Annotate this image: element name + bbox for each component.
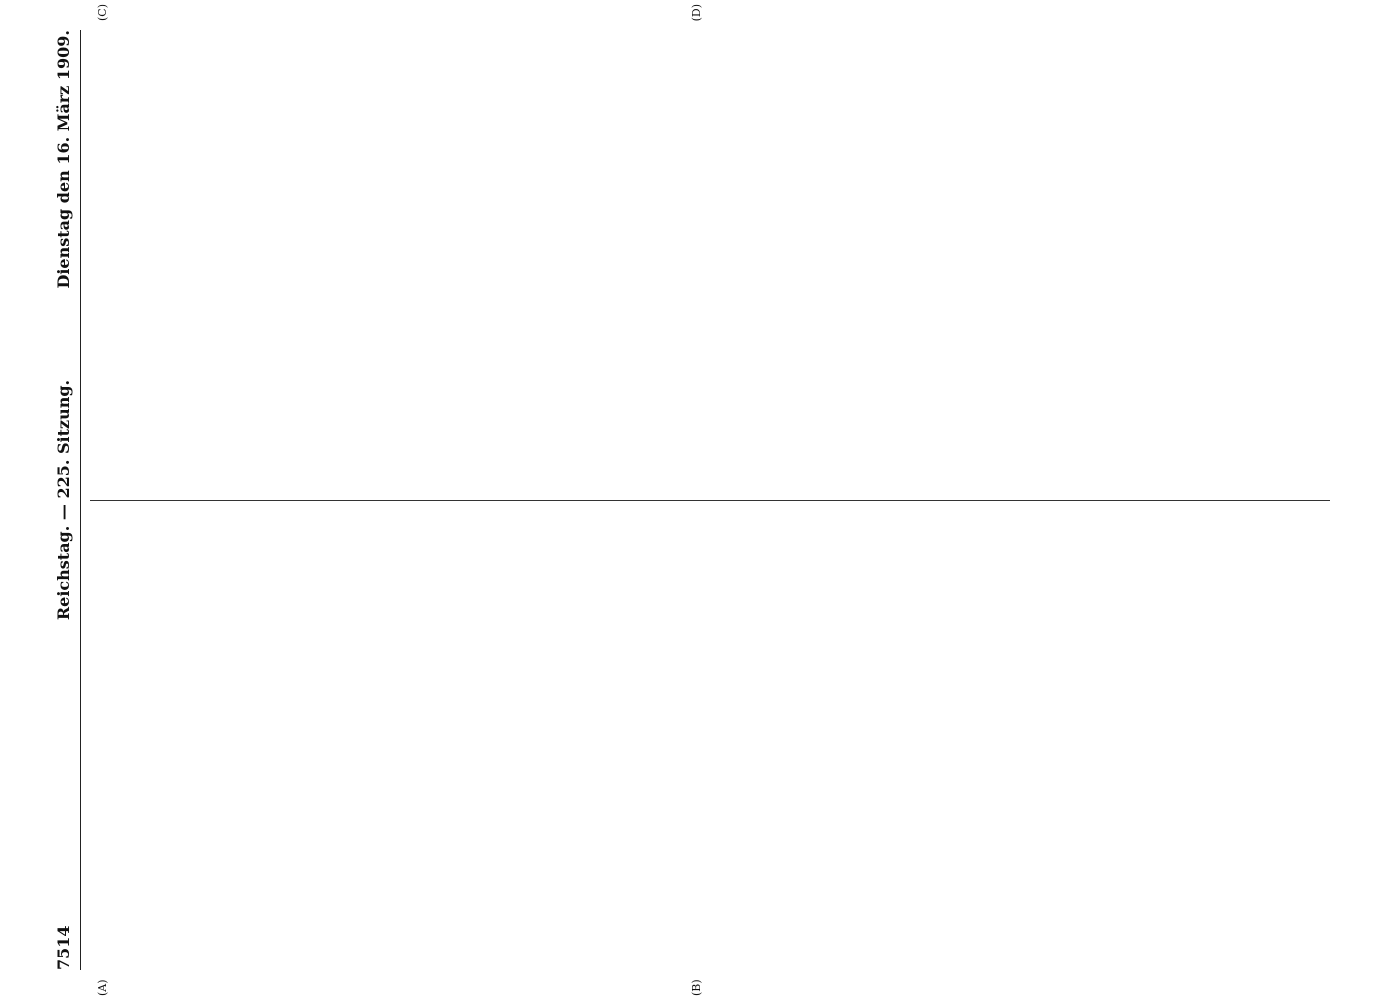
margin-marker-c: (C) xyxy=(96,4,109,21)
page-number: 7514 xyxy=(54,925,73,970)
rotated-page-content xyxy=(50,4,1330,996)
left-text-column xyxy=(90,520,1330,996)
paragraph xyxy=(166,520,236,970)
column-divider xyxy=(90,500,1330,501)
paragraph xyxy=(242,30,312,480)
session-title: Reichstag. — 225. Sitzung. xyxy=(54,379,73,621)
paragraph xyxy=(470,520,540,970)
paragraph xyxy=(90,520,160,970)
paragraph xyxy=(242,520,312,970)
page-header xyxy=(50,30,81,970)
paragraph xyxy=(318,30,388,480)
paragraph xyxy=(470,30,540,480)
margin-marker-d: (D) xyxy=(690,4,703,22)
paragraph xyxy=(90,30,160,480)
session-date: Dienstag den 16. März 1909. xyxy=(54,30,73,289)
paragraph xyxy=(394,520,464,970)
scanned-page xyxy=(30,4,1350,996)
paragraph xyxy=(318,520,388,970)
paragraph xyxy=(166,30,236,480)
digitization-credit xyxy=(1361,30,1377,970)
margin-marker-b: (B) xyxy=(690,979,703,996)
margin-marker-a: (A) xyxy=(96,979,109,996)
right-text-column xyxy=(90,4,1330,480)
paragraph xyxy=(394,30,464,480)
